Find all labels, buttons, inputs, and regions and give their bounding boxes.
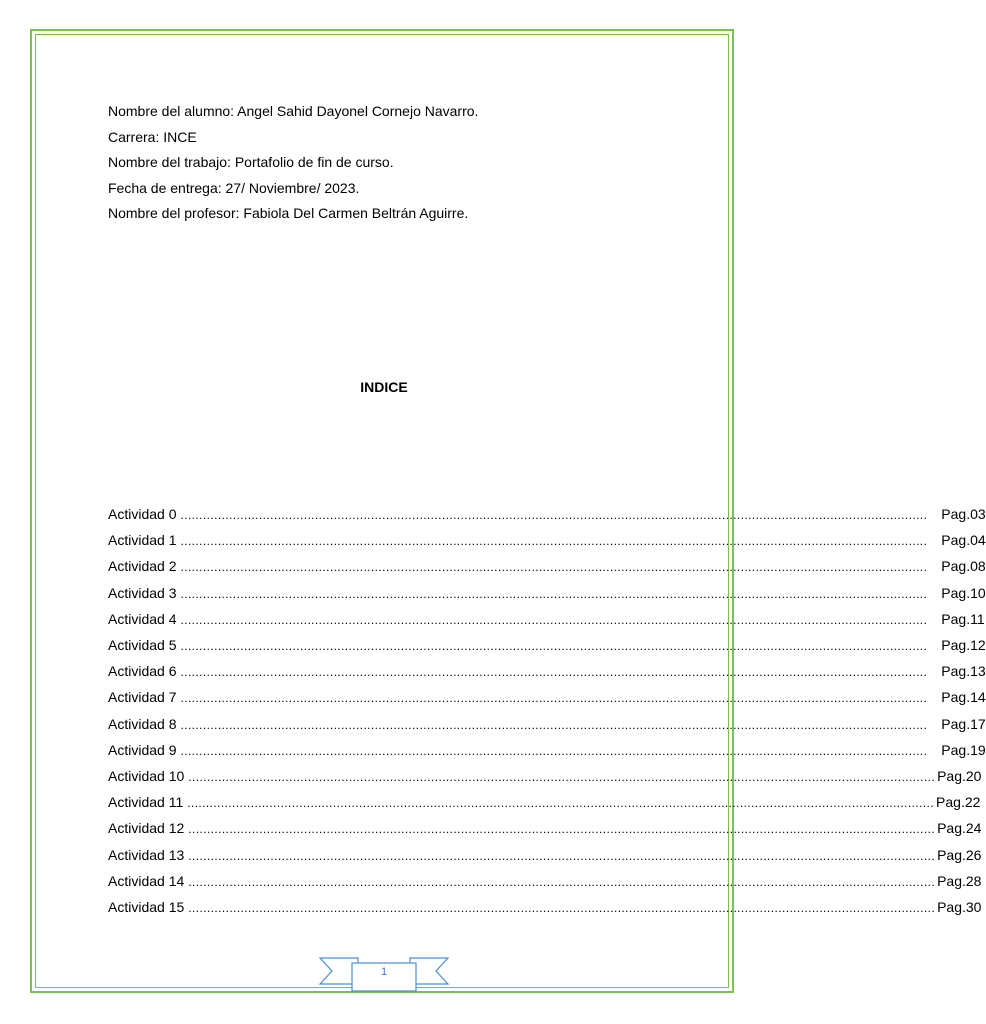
toc-entry-label: Actividad 10: [108, 768, 185, 785]
toc-entry-label: Actividad 6: [108, 663, 177, 680]
toc-entry: [108, 764, 982, 790]
toc-dot-leader: ........................................................................................................................................................................................................: [180, 560, 928, 575]
toc-entry-label: Actividad 0: [108, 506, 177, 522]
toc-entry-label: Actividad 7: [108, 689, 177, 706]
toc-entry-page: Pag.20: [937, 768, 982, 785]
toc-entry-page: Pag.12: [941, 637, 986, 654]
toc-entry: [108, 528, 986, 554]
toc-entry-label: Actividad 2: [108, 558, 177, 575]
toc-entry-page: Pag.08: [941, 558, 986, 575]
work-title-line: Nombre del trabajo: Portafolio de fin de curso.: [108, 154, 394, 170]
toc-entry-page: Pag.11: [941, 610, 985, 627]
toc-entry: [108, 869, 982, 895]
toc-dot-leader: ........................................................................................................................................................................................................: [180, 586, 928, 601]
toc-dot-leader: ........................................................................................................................................................................................................: [180, 612, 928, 627]
toc-dot-leader: ........................................................................................................................................................................................................: [188, 901, 936, 916]
toc-entry: [108, 685, 986, 711]
toc-dot-leader: ........................................................................................................................................................................................................: [188, 848, 936, 863]
student-info-block: [108, 99, 668, 227]
toc-entry: [108, 633, 986, 659]
toc-entry-label: Actividad 8: [108, 715, 177, 732]
toc-dot-leader: ........................................................................................................................................................................................................: [188, 874, 936, 889]
toc-entry: [108, 816, 982, 842]
toc-dot-leader: ........................................................................................................................................................................................................: [180, 534, 928, 549]
toc-entry-page: Pag.04: [941, 532, 986, 549]
toc-entry-page: Pag.28: [937, 872, 982, 889]
toc-entry-page: Pag.22: [936, 794, 981, 811]
toc-entry-page: Pag.24: [937, 820, 982, 837]
page-number-ribbon: [318, 955, 450, 995]
index-heading: INDICE: [360, 379, 408, 395]
toc-entry-page: Pag.26: [937, 846, 982, 863]
toc-entry-page: Pag.19: [941, 741, 986, 758]
professor-line: Nombre del profesor: Fabiola Del Carmen Beltrán Aguirre.: [108, 205, 469, 221]
toc-dot-leader: ........................................................................................................................................................................................................: [188, 770, 936, 785]
toc-dot-leader: ........................................................................................................................................................................................................: [187, 796, 935, 811]
toc-entry: [108, 581, 986, 607]
toc-dot-leader: ........................................................................................................................................................................................................: [188, 822, 936, 837]
toc-entry-label: Actividad 3: [108, 584, 177, 601]
toc-entry: [108, 895, 982, 921]
toc-entry: [108, 843, 982, 869]
toc-entry-label: Actividad 5: [108, 637, 177, 654]
toc-dot-leader: ........................................................................................................................................................................................................: [180, 665, 928, 680]
toc-entry-page: Pag.14: [941, 689, 986, 706]
career-line: Carrera: INCE: [108, 128, 197, 145]
toc-entry: [108, 659, 986, 685]
table-of-contents: [108, 502, 986, 921]
toc-dot-leader: ........................................................................................................................................................................................................: [180, 743, 928, 758]
toc-entry-label: Actividad 12: [108, 820, 185, 837]
toc-entry-label: Actividad 9: [108, 741, 177, 758]
student-name-line: Nombre del alumno: Angel Sahid Dayonel Cornejo Navarro.: [108, 103, 479, 119]
toc-entry: [108, 554, 986, 580]
toc-entry-page: Pag.03: [941, 506, 986, 522]
toc-entry-label: Actividad 13: [108, 846, 185, 863]
toc-dot-leader: ........................................................................................................................................................................................................: [180, 508, 928, 522]
toc-dot-leader: ........................................................................................................................................................................................................: [180, 691, 928, 706]
toc-entry-label: Actividad 4: [108, 610, 177, 627]
toc-entry-page: Pag.13: [941, 663, 986, 680]
toc-entry: [108, 738, 986, 764]
toc-entry-page: Pag.10: [941, 584, 986, 601]
toc-entry: [108, 502, 986, 528]
toc-dot-leader: ........................................................................................................................................................................................................: [180, 639, 928, 654]
due-date-line: Fecha de entrega: 27/ Noviembre/ 2023.: [108, 179, 360, 196]
toc-entry-page: Pag.30: [937, 899, 982, 916]
toc-entry: [108, 790, 981, 816]
toc-entry-label: Actividad 15: [108, 899, 185, 916]
toc-entry-label: Actividad 11: [108, 794, 184, 811]
toc-dot-leader: ........................................................................................................................................................................................................: [180, 717, 928, 732]
toc-entry: [108, 607, 985, 633]
toc-entry: [108, 712, 986, 738]
page-number: 1: [380, 966, 388, 978]
toc-entry-page: Pag.17: [941, 715, 986, 732]
toc-entry-label: Actividad 1: [108, 532, 177, 549]
toc-entry-label: Actividad 14: [108, 872, 185, 889]
